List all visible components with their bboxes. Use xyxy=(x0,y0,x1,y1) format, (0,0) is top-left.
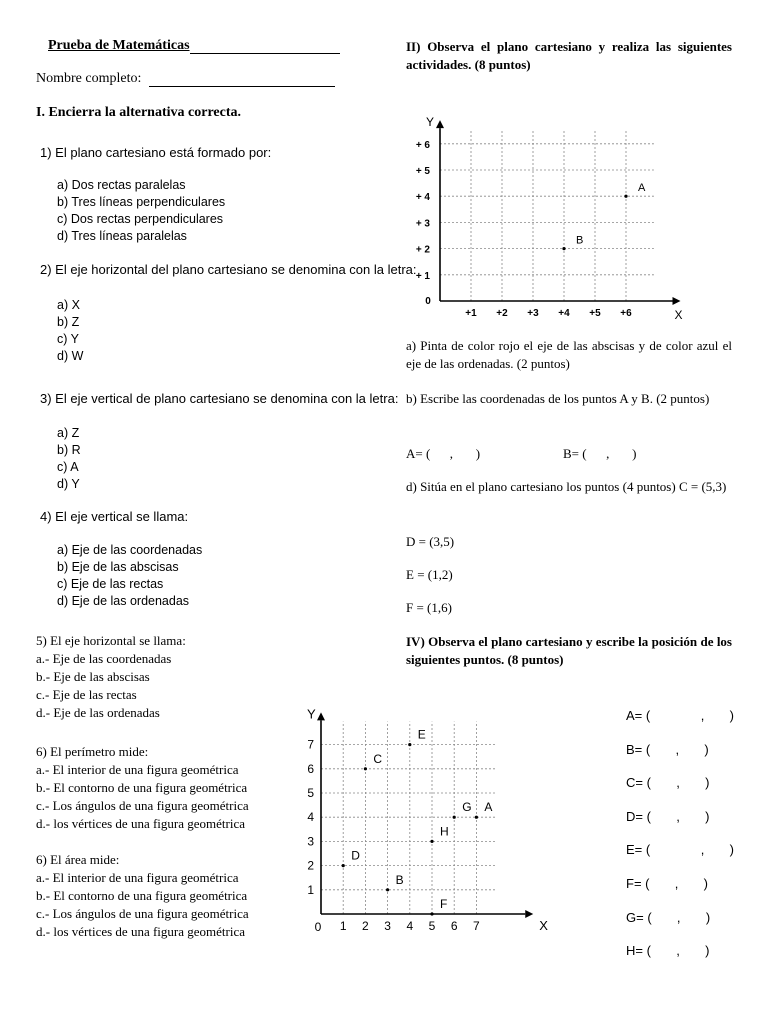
y-tick-label: 7 xyxy=(307,737,314,752)
x-tick-label: +3 xyxy=(527,308,539,319)
answer-a[interactable]: A= ( , ) xyxy=(406,446,481,461)
question-3-options xyxy=(57,425,81,493)
answer-line[interactable]: B= ( , ) xyxy=(626,741,709,757)
answer-line[interactable]: A= ( , ) xyxy=(626,708,734,723)
y-tick-label: 6 xyxy=(307,761,314,776)
y-axis-label: Y xyxy=(307,706,316,722)
chart-1 xyxy=(400,90,730,325)
option[interactable]: b.- Eje de las abscisas xyxy=(36,669,150,684)
x-tick-label: +6 xyxy=(620,308,632,319)
option[interactable]: b) R xyxy=(57,443,81,457)
x-tick-label: +4 xyxy=(558,308,570,319)
option[interactable]: d) Tres líneas paralelas xyxy=(57,229,187,243)
question-6: 6) El perímetro mide: xyxy=(36,744,149,759)
option[interactable]: d.- los vértices de una figura geométrica xyxy=(36,924,245,939)
point-label-g: G xyxy=(462,800,472,815)
chart-2 xyxy=(296,682,591,938)
y-axis-arrow xyxy=(436,120,444,128)
question-4-options xyxy=(57,542,202,610)
point-label-h: H xyxy=(440,824,449,839)
chart-2-grid xyxy=(321,722,496,914)
option[interactable]: a) Eje de las coordenadas xyxy=(57,543,203,557)
answer-line[interactable]: C= ( , ) xyxy=(626,775,710,791)
question-5: 5) El eje horizontal se llama: xyxy=(36,633,186,648)
question-7-block xyxy=(36,851,249,941)
option[interactable]: c) Y xyxy=(57,332,79,346)
name-label: Nombre completo: xyxy=(36,71,142,86)
origin-label: 0 xyxy=(314,920,322,934)
answer-line[interactable]: D= ( , ) xyxy=(626,808,710,824)
y-axis-label: Y xyxy=(426,115,435,130)
task-a: a) Pinta de color rojo el eje de las abscisas y de color azul el eje de las ordenadas. (2 puntos) xyxy=(406,338,732,371)
option[interactable]: b.- El contorno de una figura geométrica xyxy=(36,780,248,795)
point-c xyxy=(364,767,367,770)
chart-1-ticks xyxy=(416,140,632,319)
option[interactable]: c) Dos rectas perpendiculares xyxy=(57,212,224,226)
option[interactable]: c.- Los ángulos de una figura geométrica xyxy=(36,798,249,813)
x-axis-arrow xyxy=(525,910,533,918)
name-field[interactable] xyxy=(36,71,335,87)
option[interactable]: d) Eje de las ordenadas xyxy=(57,594,190,608)
y-tick-label: + 4 xyxy=(415,192,430,204)
option[interactable]: a) Z xyxy=(57,426,80,440)
point-label-e: E xyxy=(417,727,426,742)
x-tick-label: 3 xyxy=(384,919,391,933)
answer-b[interactable]: B= ( , ) xyxy=(563,446,637,461)
option[interactable]: a.- El interior de una figura geométrica xyxy=(36,870,239,885)
x-tick-label: 5 xyxy=(428,919,436,933)
point-e xyxy=(408,743,411,746)
option[interactable]: a.- El interior de una figura geométrica xyxy=(36,762,239,777)
point-label-a: A xyxy=(638,182,646,195)
x-axis-label: X xyxy=(539,918,548,933)
question-6-block xyxy=(36,743,249,833)
option[interactable]: c.- Eje de las rectas xyxy=(36,687,137,702)
question-1-options xyxy=(57,177,225,245)
point-f xyxy=(430,912,433,915)
y-tick-label: + 3 xyxy=(415,218,430,230)
option[interactable]: b) Tres líneas perpendiculares xyxy=(57,195,226,209)
point-h xyxy=(430,840,433,843)
point-a xyxy=(475,816,478,819)
option[interactable]: a) X xyxy=(57,298,80,312)
y-axis-arrow xyxy=(317,712,325,720)
point-d xyxy=(342,864,345,867)
task-d: d) Sitúa en el plano cartesiano los puntos (4 puntos) C = (5,3) xyxy=(406,479,727,494)
option[interactable]: b) Z xyxy=(57,315,80,329)
x-axis-label: X xyxy=(674,308,683,322)
question-3: 3) El eje vertical de plano cartesiano se denomina con la letra: xyxy=(40,391,399,406)
x-tick-label: 7 xyxy=(473,919,480,933)
x-tick-label: 2 xyxy=(362,919,369,933)
name-line[interactable] xyxy=(149,72,335,87)
y-tick-label: + 2 xyxy=(415,244,430,256)
y-tick-label: + 1 xyxy=(415,270,430,282)
option[interactable]: d) Y xyxy=(57,477,80,491)
chart-1-points xyxy=(562,182,646,250)
section4-title: IV) Observa el plano cartesiano y escribe la posición de los siguientes puntos. (8 puntos) xyxy=(406,634,732,667)
x-tick-label: +5 xyxy=(589,308,601,319)
question-7: 6) El área mide: xyxy=(36,852,120,867)
chart-2-points xyxy=(342,728,493,916)
answer-line[interactable]: E= ( , ) xyxy=(626,842,734,858)
option[interactable]: b.- El contorno de una figura geométrica xyxy=(36,888,248,903)
point-e-coords: E = (1,2) xyxy=(406,567,453,582)
point-label-b: B xyxy=(395,872,404,887)
x-tick-label: +2 xyxy=(496,308,508,319)
point-f-coords: F = (1,6) xyxy=(406,600,452,615)
point-g xyxy=(453,816,456,819)
answer-line[interactable]: G= ( , ) xyxy=(626,909,711,925)
x-tick-label: 1 xyxy=(339,919,347,933)
option[interactable]: c) A xyxy=(57,460,79,474)
point-a xyxy=(624,195,627,198)
y-tick-label: + 5 xyxy=(415,166,430,177)
point-b xyxy=(562,247,565,250)
y-tick-label: 2 xyxy=(307,858,314,873)
question-2: 2) El eje horizontal del plano cartesiano se denomina con la letra: xyxy=(40,262,417,277)
option[interactable]: a.- Eje de las coordenadas xyxy=(36,651,172,666)
y-tick-label: 1 xyxy=(307,882,314,897)
chart-1-axes xyxy=(426,115,683,322)
answer-list xyxy=(626,708,734,977)
section2-title: II) Observa el plano cartesiano y realiza las siguientes actividades. (8 puntos) xyxy=(406,39,732,72)
section1-title: I. Encierra la alternativa correcta. xyxy=(36,105,242,120)
question-1: 1) El plano cartesiano está formado por: xyxy=(40,145,272,160)
y-tick-label: 5 xyxy=(307,786,314,800)
x-tick-label: +1 xyxy=(465,308,477,319)
task-b: b) Escribe las coordenadas de los puntos A y B. (2 puntos) xyxy=(406,391,710,406)
option[interactable]: d) W xyxy=(57,349,84,363)
chart-1-grid xyxy=(440,129,654,301)
y-tick-label: 4 xyxy=(307,810,314,825)
option[interactable]: c) Eje de las rectas xyxy=(57,577,164,591)
answer-line[interactable]: F= ( , ) xyxy=(626,875,708,891)
x-tick-label: 4 xyxy=(406,919,414,933)
question-4: 4) El eje vertical se llama: xyxy=(40,509,189,524)
point-label-c: C xyxy=(373,751,383,766)
y-tick-label: + 6 xyxy=(415,139,430,151)
option[interactable]: c.- Los ángulos de una figura geométrica xyxy=(36,906,249,921)
y-tick-label: 3 xyxy=(307,834,314,849)
origin-label: 0 xyxy=(425,296,431,307)
question-2-options xyxy=(57,297,83,365)
option[interactable]: d.- Eje de las ordenadas xyxy=(36,705,160,720)
point-label-d: D xyxy=(351,848,360,863)
answer-line[interactable]: H= ( , ) xyxy=(626,943,710,959)
x-tick-label: 6 xyxy=(450,919,458,933)
question-5-block xyxy=(36,632,186,722)
point-label-a: A xyxy=(484,800,493,815)
option[interactable]: d.- los vértices de una figura geométrica xyxy=(36,816,245,831)
option[interactable]: b) Eje de las abscisas xyxy=(57,560,179,574)
point-b xyxy=(386,888,389,891)
point-d-coords: D = (3,5) xyxy=(406,534,455,549)
point-label-f: F xyxy=(440,897,448,911)
x-axis-arrow xyxy=(673,297,681,305)
option[interactable]: a) Dos rectas paralelas xyxy=(57,178,186,192)
point-label-b: B xyxy=(576,234,584,247)
test-title: Prueba de Matemáticas xyxy=(48,38,340,54)
